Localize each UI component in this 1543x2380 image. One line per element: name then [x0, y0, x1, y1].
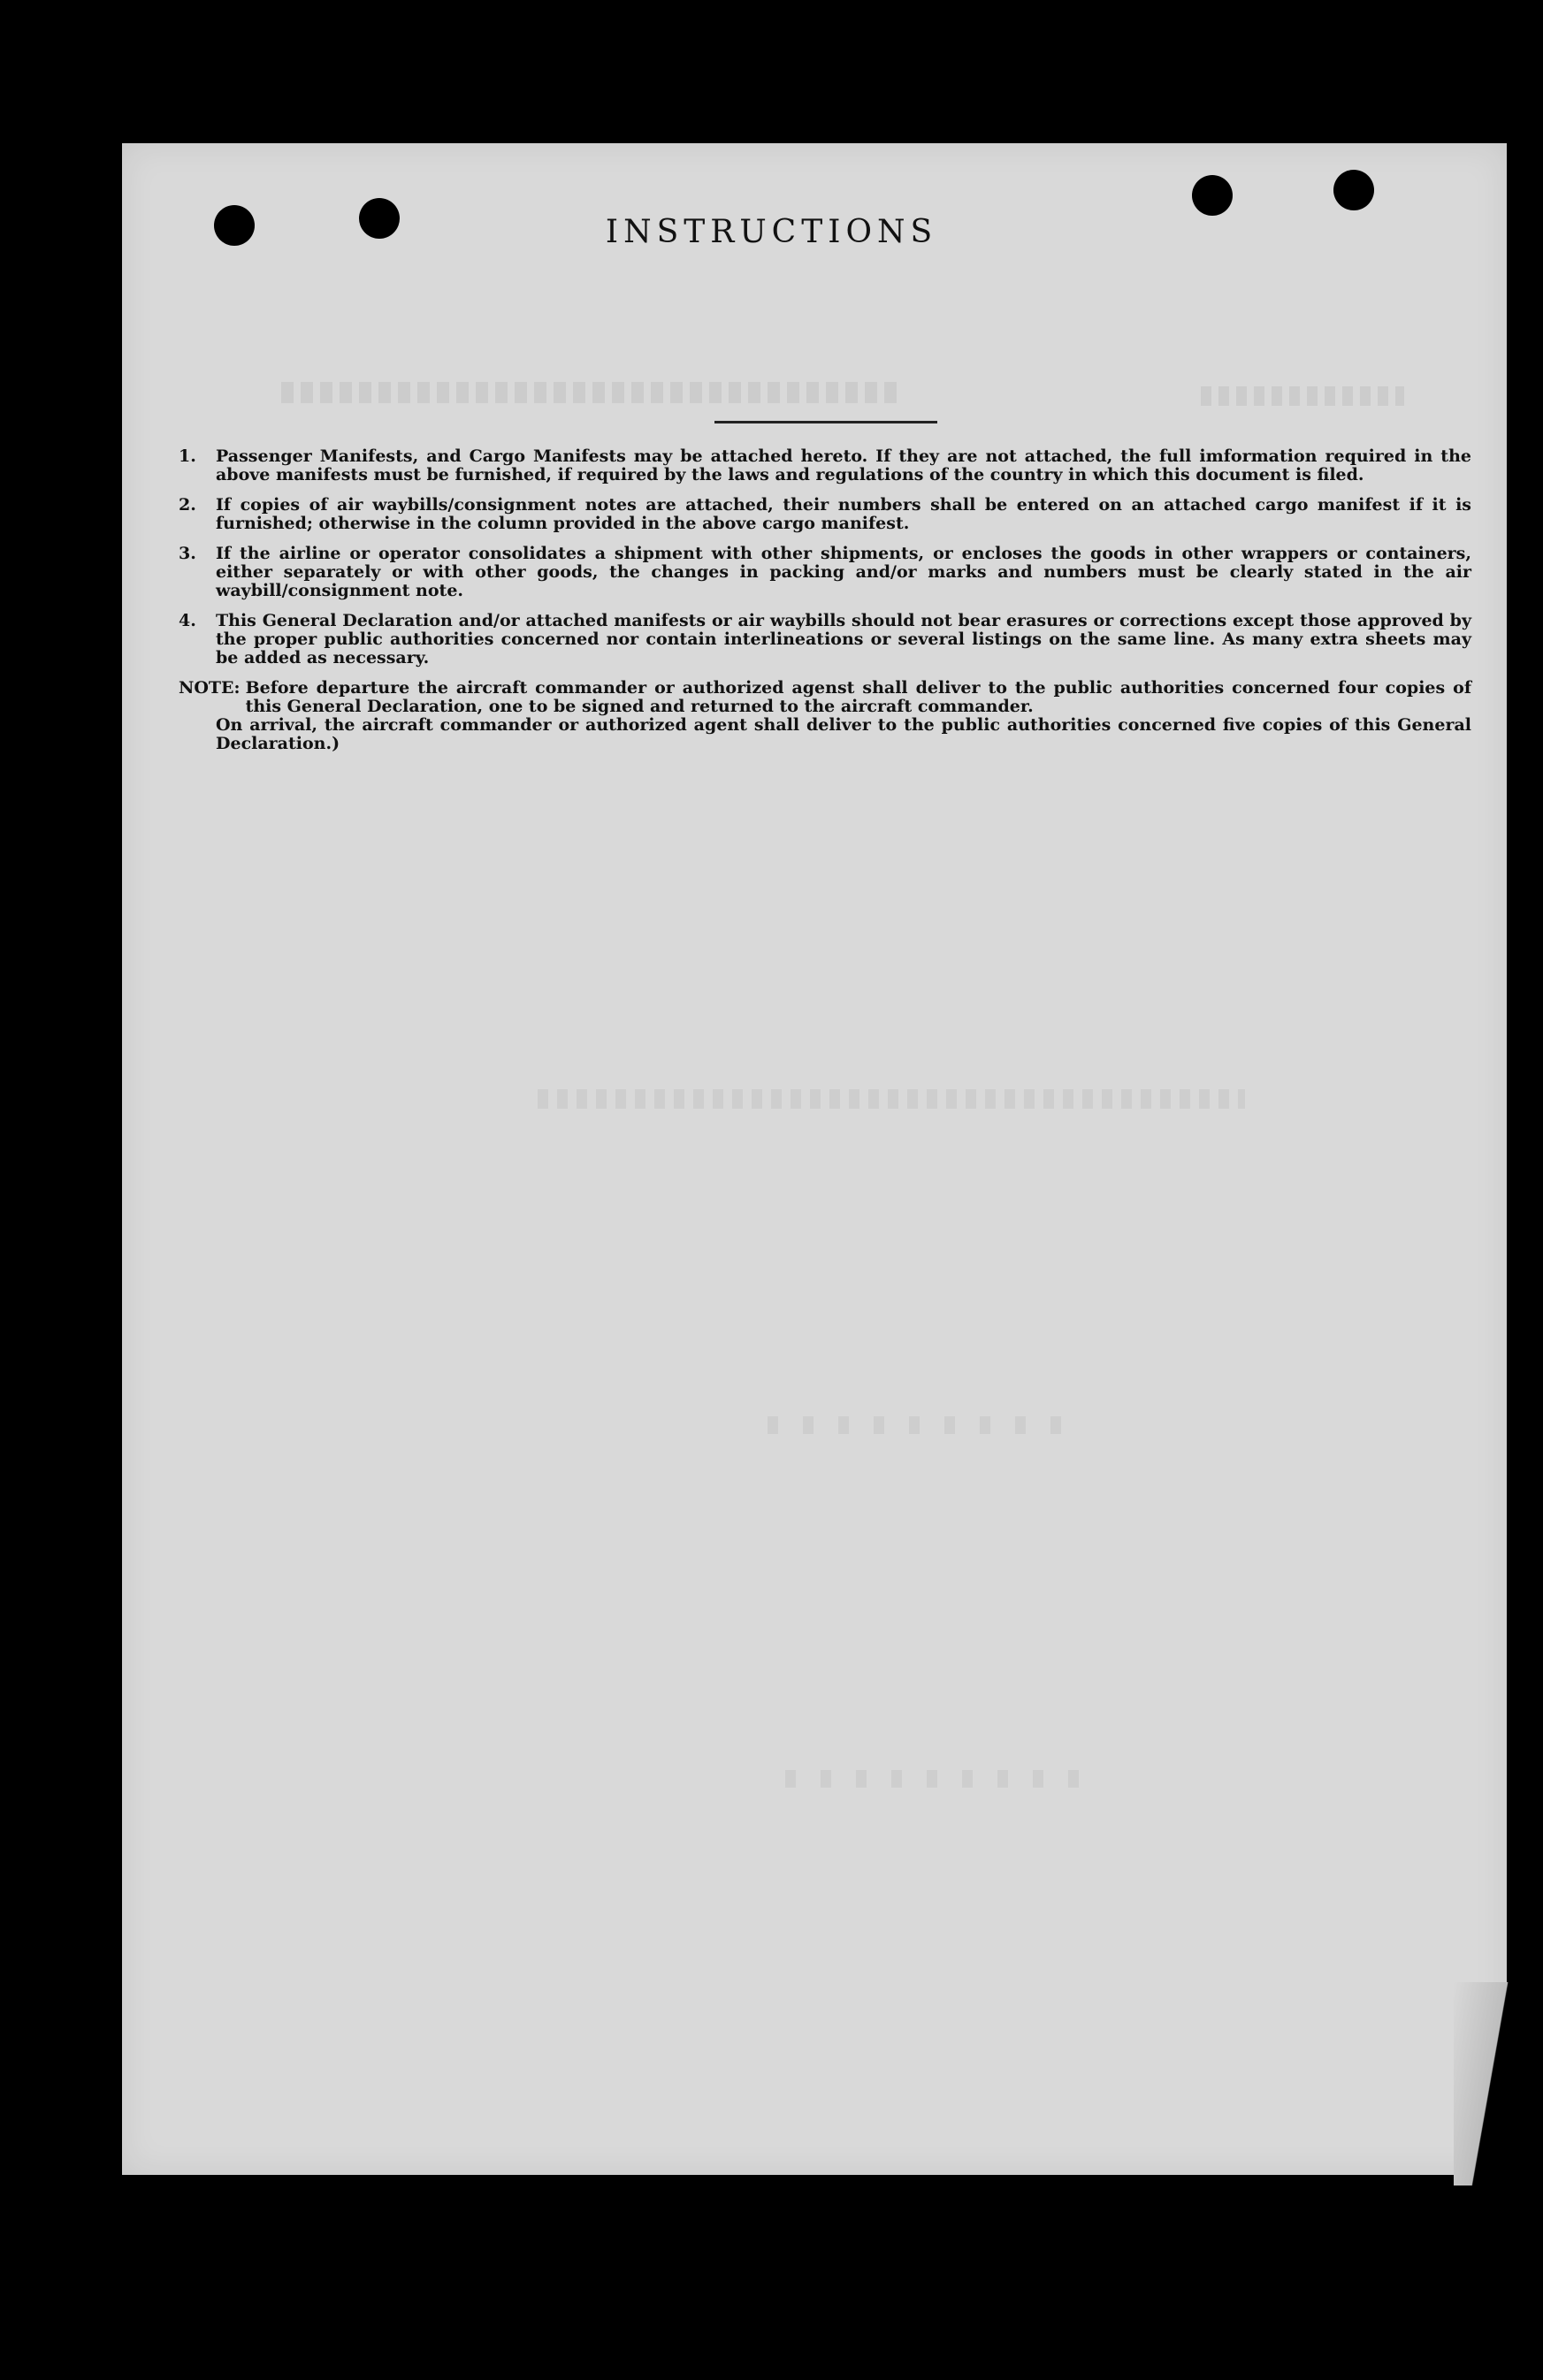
instruction-number: 1. [179, 446, 196, 466]
punch-hole [1192, 175, 1233, 216]
title-underline [714, 421, 937, 423]
instruction-text: Passenger Manifests, and Cargo Manifests may be attached hereto. If they are not attached, the full imformation required in the above manifests must be furnished, if required by the laws and regulations of the country in which this document is filed. [216, 446, 1471, 484]
instruction-number: 3. [179, 544, 196, 563]
instruction-item [179, 612, 1471, 667]
bleed-through-mark [785, 1770, 1104, 1788]
note-arrival-text: On arrival, the aircraft commander or authorized agent shall deliver to the public authorities concerned five copies of this General Declaration.) [216, 715, 1471, 753]
page-title: INSTRUCTIONS [605, 214, 938, 250]
note-departure-text: Before departure the aircraft commander or authorized agenst shall deliver to the public authorities concerned four copies of this General Declaration, one to be signed and returned to the aircraft commander. [245, 678, 1471, 716]
note-label: NOTE: [179, 678, 241, 698]
instruction-text: If copies of air waybills/consignment notes are attached, their numbers shall be entered on an attached cargo manifest if it is furnished; otherwise in the column provided in the above cargo manifest. [216, 495, 1471, 533]
bleed-through-mark [1201, 386, 1404, 406]
instruction-item [179, 447, 1471, 484]
page-corner-fold [1454, 1982, 1516, 2185]
instructions-list [179, 447, 1471, 753]
note-block [179, 679, 1471, 716]
instruction-number: 4. [179, 611, 196, 630]
instruction-text: If the airline or operator consolidates a shipment with other shipments, or encloses the goods in other wrappers or containers, either separately or with other goods, the changes in packing and/or marks and numbers must be clearly stated in the air waybill/consignment note. [216, 544, 1471, 600]
punch-hole [1333, 170, 1374, 210]
instruction-item [179, 496, 1471, 533]
instruction-text: This General Declaration and/or attached manifests or air waybills should not bear erasures or corrections except those approved by the proper public authorities concerned nor contain interlineations or several listings on the same line. As many extra sheets may be added as necessary. [216, 611, 1471, 667]
bleed-through-mark [768, 1416, 1086, 1434]
instruction-item [179, 545, 1471, 600]
bleed-through-mark [281, 382, 900, 403]
instruction-number: 2. [179, 495, 196, 515]
bleed-through-mark [538, 1089, 1245, 1109]
